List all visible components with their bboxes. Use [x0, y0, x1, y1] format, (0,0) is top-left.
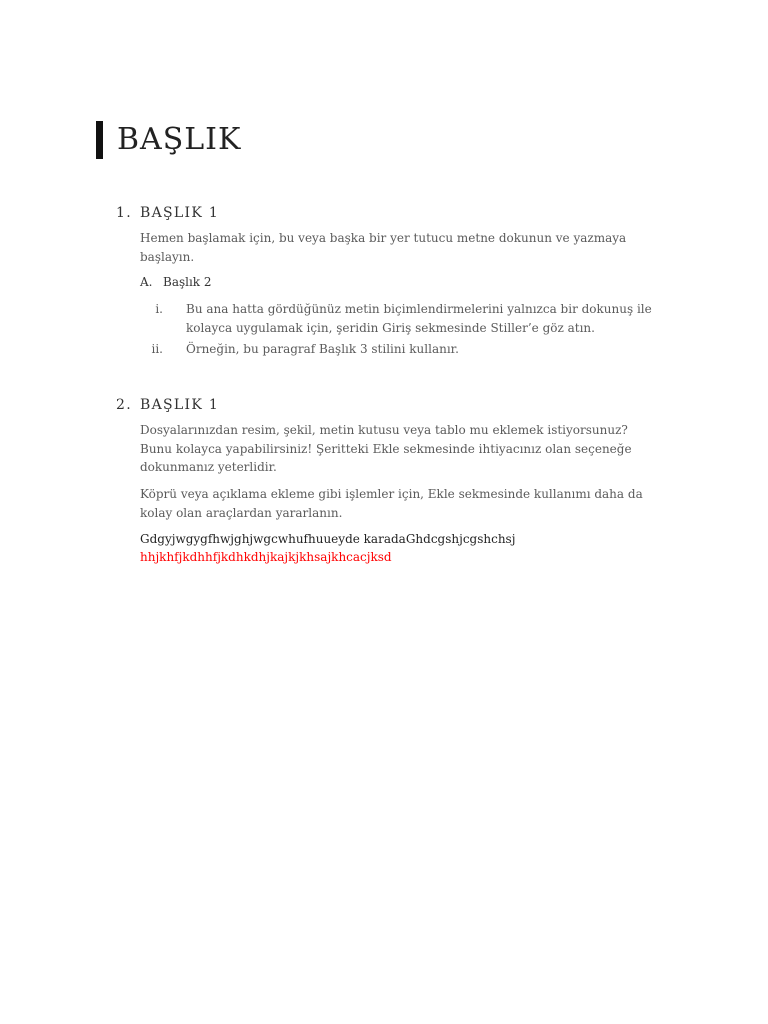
section-2-heading-text: BAŞLIK 1 [140, 397, 220, 413]
section-1-heading[interactable] [116, 204, 219, 222]
section-1-number: 1. [116, 205, 132, 221]
subsection-a-number: A. [140, 275, 153, 289]
list-item-i-number: i. [155, 302, 163, 316]
section-1-heading-text: BAŞLIK 1 [140, 205, 220, 221]
document-title[interactable]: BAŞLIK [117, 122, 242, 157]
typed-line-red[interactable]: hhjkhfjkdhhfjkdhkdhjkajkjkhsajkhcacjksd [140, 550, 392, 564]
subsection-a-heading-text: Başlık 2 [163, 275, 212, 289]
section-2-paragraph-1[interactable]: Dosyalarınızdan resim, şekil, metin kutusu veya tablo mu eklemek istiyorsunuz? Bunu kolayca yapabilirsiniz! Şeritteki Ekle sekmesinde ihtiyacınız olan seçeneğe dokunmanız yeterlidir. [140, 423, 632, 474]
title-accent-bar [96, 121, 103, 159]
subsection-a-heading[interactable] [140, 273, 212, 291]
list-item-i-text: Bu ana hatta gördüğünüz metin biçimlendirmelerini yalnızca bir dokunuş ile kolayca uygulamak için, şeridin Giriş sekmesinde Stiller’e göz atın. [186, 302, 652, 335]
section-2-number: 2. [116, 397, 132, 413]
list-item-ii[interactable] [140, 340, 660, 359]
typed-line-dark[interactable]: Gdgyjwgygfhwjghjwgcwhufhuueyde karadaGhdcgshjcgshchsj [140, 532, 516, 546]
section-2-paragraph-2[interactable]: Köprü veya açıklama ekleme gibi işlemler için, Ekle sekmesinde kullanımı daha da kolay olan araçlardan yararlanın. [140, 487, 643, 520]
section-1-paragraph[interactable]: Hemen başlamak için, bu veya başka bir yer tutucu metne dokunun ve yazmaya başlayın. [140, 231, 627, 264]
list-item-i[interactable] [140, 300, 660, 337]
list-item-ii-number: ii. [151, 342, 163, 356]
list-item-ii-text: Örneğin, bu paragraf Başlık 3 stilini kullanır. [186, 342, 459, 356]
section-2-heading[interactable] [116, 396, 219, 414]
